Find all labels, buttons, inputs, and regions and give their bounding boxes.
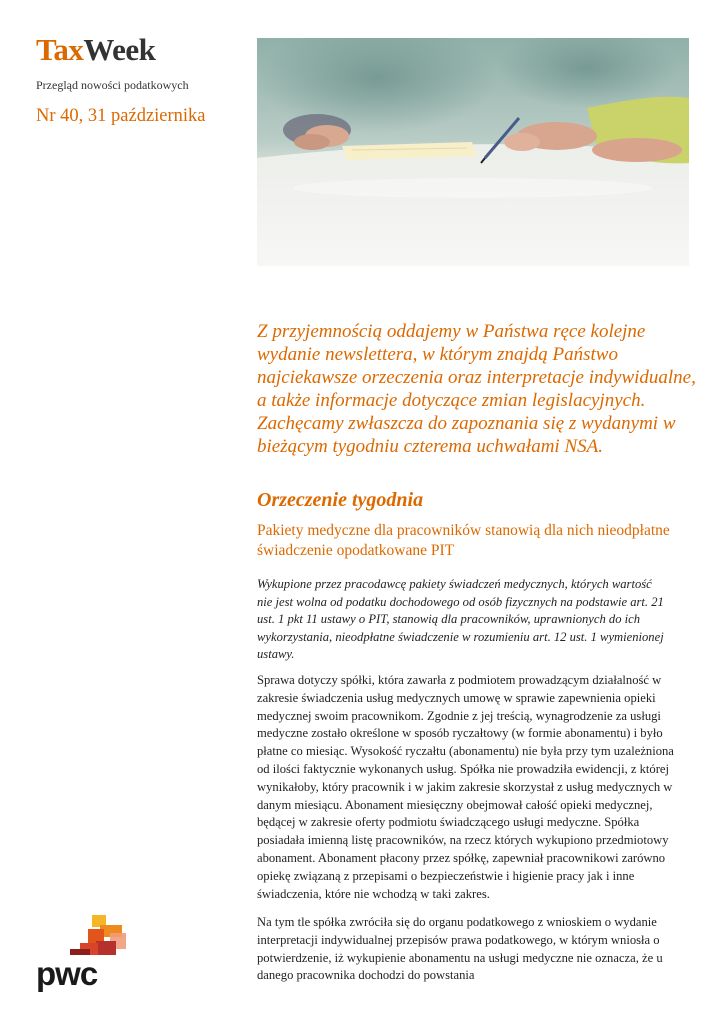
meeting-hands-photo bbox=[257, 38, 689, 266]
brand-title bbox=[36, 34, 155, 65]
article-summary: Wykupione przez pracodawcę pakiety świadczeń medycznych, których wartość nie jest wolna od podatku dochodowego od osób fizycznych na podstawie art. 21 ust. 1 pkt 11 ustawy o PIT, stanowią dla pracowników, uprawnionych do ich wykorzystania, nieodpłatne świadczenie w rozumieniu art. 12 ust. 1 wymienionej ustawy. bbox=[257, 577, 664, 662]
intro-text: Z przyjemnością oddajemy w Państwa ręce kolejne wydanie newslettera, w którym znajdą Państwo najciekawsze orzeczenia oraz interpretacje indywidualne, a także informacje dotyczące zmian legislacyjnych. Zachęcamy zwłaszcza do zapoznania się z wydanymi w bieżącym tygodniu czterema uchwałami NSA. bbox=[257, 321, 696, 457]
article-body-paragraph-2: Na tym tle spółka zwróciła się do organu podatkowego z wnioskiem o wydanie interpretacji indywidualnej przepisów prawa podatkowego, w którym wniosła o potwierdzenie, iż wykupienie abonamentu na usługi medyczne nie oznacza, że u danego pracownika dochodzi do powstania bbox=[257, 915, 663, 983]
article-subheading: Pakiety medyczne dla pracowników stanowią dla nich nieodpłatne świadczenie opodatkowane PIT bbox=[257, 522, 670, 559]
article-body-paragraph-1: Sprawa dotyczy spółki, która zawarła z podmiotem prowadzącym działalność w zakresie świadczenia usług medycznych umowę w sprawie zapewnienia opieki medycznej swoim pracownikom. Zgodnie z jej treścią, wynagrodzenie za usługi medyczne zostało określone w sposób ryczałtowy (w formie abonamentu) i było płatne co miesiąc. Wysokość ryczałtu (abonamentu) nie była przy tym uzależniona od ilości faktycznie wykonanych usług. Spółka nie prowadziła ewidencji, z której wynikałoby, który pracownik i w jakim zakresie skorzystał z usług medycznych w danym miesiącu. Abonament miesięczny obejmował całość opieki medycznej, będącej w zakresie oferty podmiotu świadczącego usługi medyczne. Spółka posiadała imienną listę pracowników, na rzecz których wykupiono przedmiotowy abonament. Abonament płacony przez spółkę, zapewniał pracownikowi zarówno opiekę związaną z przepisami o bezpieczeństwie i higienie pracy jak i inne świadczenia, które nie wchodzą w taki zakres. bbox=[257, 673, 674, 901]
pwc-logo bbox=[36, 915, 136, 995]
section-heading: Orzeczenie tygodnia bbox=[257, 489, 424, 511]
tagline: Przegląd nowości podatkowych bbox=[36, 78, 189, 92]
brand-week: Week bbox=[83, 32, 156, 67]
issue-number: Nr 40, 31 października bbox=[36, 106, 206, 126]
pwc-logo-text: pwc bbox=[36, 955, 98, 992]
brand-tax: Tax bbox=[36, 32, 84, 67]
